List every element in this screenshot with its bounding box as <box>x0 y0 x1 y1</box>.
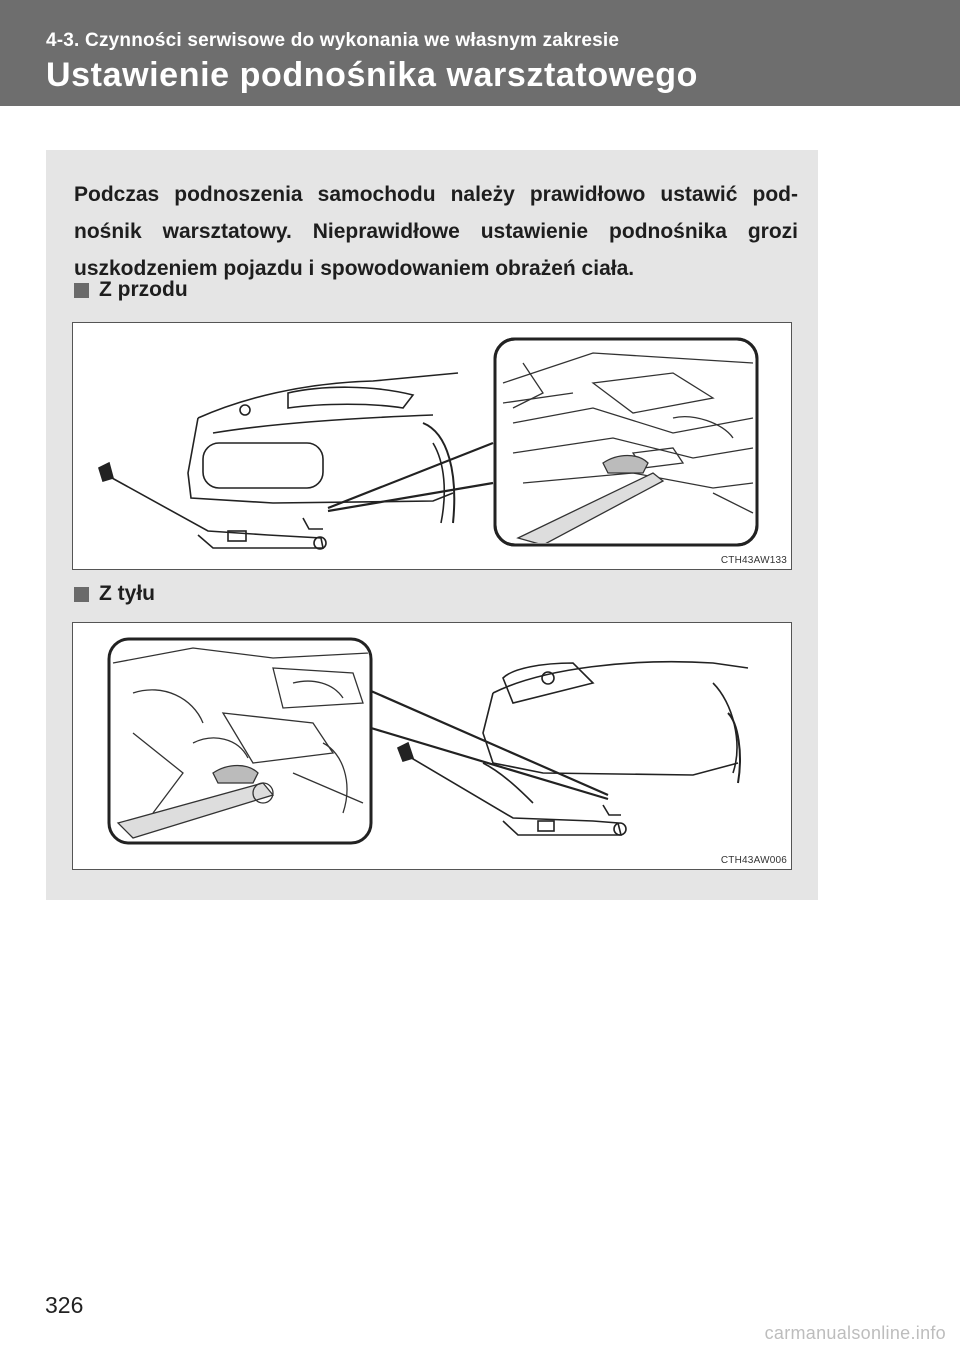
content-panel <box>46 150 818 900</box>
section-label: 4-3. Czynności serwisowe do wykonania we własnym zakresie <box>46 30 620 51</box>
page-title: Ustawienie podnośnika warsztatowego <box>46 56 699 94</box>
square-bullet-icon <box>74 283 89 298</box>
page-number: 326 <box>45 1292 84 1318</box>
watermark: carmanualsonline.info <box>764 1323 946 1343</box>
figure-front-jack <box>72 322 792 570</box>
intro-text: Podczas podnoszenia samochodu należy prawidłowo ustawić pod-nośnik warsztatowy. Nieprawidłowe ustawienie podnośnika grozi uszkodzeniem pojazdu i spowodowaniem obrażeń ciała. <box>74 183 798 280</box>
section-heading-front <box>74 278 188 302</box>
section-heading-label: Z tyłu <box>99 582 155 605</box>
section-heading-label: Z przodu <box>99 278 188 301</box>
front-jack-illustration <box>73 323 791 569</box>
rear-jack-illustration <box>73 623 791 869</box>
page-header <box>0 0 960 106</box>
figure-code: CTH43AW133 <box>720 555 787 566</box>
figure-rear-jack <box>72 622 792 870</box>
figure-code: CTH43AW006 <box>720 855 787 866</box>
square-bullet-icon <box>74 587 89 602</box>
section-heading-rear <box>74 582 155 606</box>
